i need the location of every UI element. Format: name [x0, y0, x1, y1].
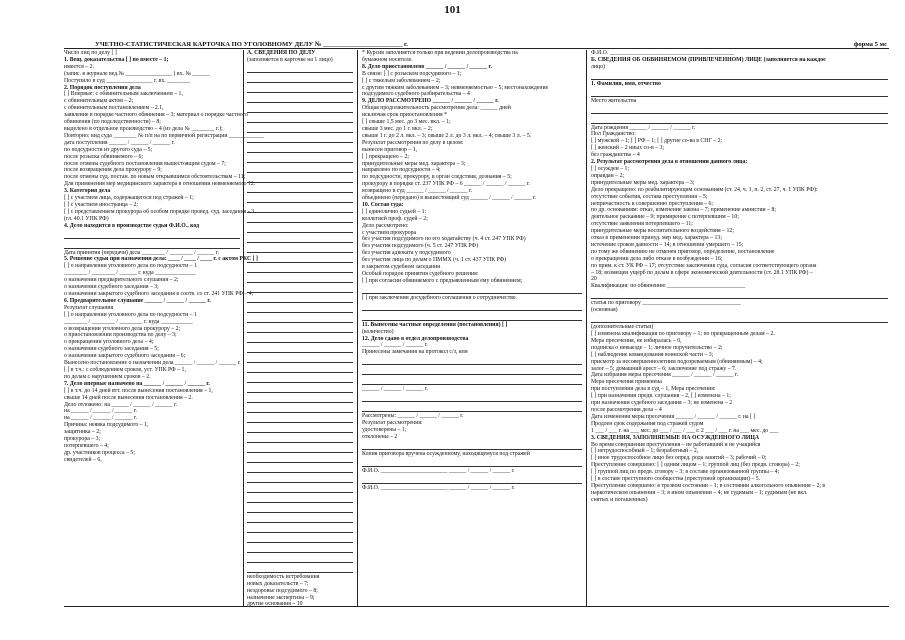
form-line [247, 544, 353, 553]
form-line: 3. Категория дела [64, 188, 111, 195]
form-line: Принесены замечания на протокол с/з, кем [362, 349, 468, 356]
form-line: вынесен приговор – 1, [362, 146, 418, 153]
form-line: присмотр за несовершеннолетним подозреваемым (обвиняемым) – 4; [591, 358, 763, 365]
form-line: исключая срок приостановления * [362, 112, 447, 119]
form-line: Рассмотрены: ______ / ______ / ______ г. [362, 413, 464, 420]
form-line: с другим тяжким заболеванием – 3; невменяемостью – 5; местонахождение [362, 84, 549, 91]
form-line [247, 304, 353, 313]
column-section-b [591, 50, 888, 606]
form-line: свидетелей – 6, [64, 456, 102, 463]
form-line: заявление в порядке частного обвинения – 3; материал о порядке частного [64, 112, 248, 119]
form-line: статья по приговору __________________________________ [591, 300, 741, 307]
form-line: назначение экспертизы – 9; [247, 594, 315, 601]
form-line: принудительные меры воспитательного воздействия – 12; [591, 228, 734, 235]
form-line [247, 204, 353, 213]
form-line: без участия лица по делам о ПММХ (ч. 1 ст. 437 УПК РФ) [362, 257, 507, 264]
form-line: [ ] с тяжелым заболеванием – 2; [362, 77, 441, 84]
form-line [247, 234, 353, 243]
form-line: (заполняется в карточке на 1 лицо) [247, 56, 333, 63]
form-line: 7. Дело впервые назначено на ______ / ______ / ______ г. [64, 380, 210, 387]
form-line: [ ] с представлением прокурора об особом порядке провед. суд. заседания - 3 [64, 208, 255, 215]
form-line: Ф.И.О. _______________________ ______ / ______ / ______ г. [362, 484, 515, 491]
form-line: объединено (передано) в вышестоящий суд ______ / ______ / ______ г. [362, 195, 537, 202]
form-line: по прим. к ст. УК РФ – 17; отсутствие заключения суда, согласия соответствующего органа [591, 262, 817, 269]
form-line: при поступлении дела в суд – 1, Мера пресечения: [591, 386, 716, 393]
form-line: 1. Фамилия, имя, отчество [591, 80, 661, 87]
column-divider [586, 50, 587, 606]
form-line [362, 441, 582, 450]
form-line [362, 475, 582, 484]
form-line: В связи: [ ] с розыском подсудимого – 1; [362, 70, 462, 77]
form-line: отсутствие события, состава преступления – 5; [591, 193, 708, 200]
form-line: оправдан – 2; [591, 172, 624, 179]
form-line: лицо) [591, 63, 605, 70]
form-line: [ ] при назначении предв. слушания – 2, [ ] изменена – 1; [591, 393, 731, 400]
column-case-info [64, 50, 264, 606]
form-line [247, 274, 353, 283]
form-line: 9. ДЕЛО РАССМОТРЕНО ______ / ______ / ______ г. [362, 98, 499, 105]
form-line: Дата изменения меры пресечения ______ / ______ / ______ г. на [ ] [591, 413, 756, 420]
form-line: 8. Дело приостановлено ______ / ______ / ______ г. [362, 63, 492, 70]
form-label: форма 5 мс [853, 41, 887, 48]
form-line: прокурору в порядке ст. 237 УПК РФ – 6 ______ / ______ / ______ г. [362, 181, 530, 188]
form-line [247, 484, 353, 493]
form-line: [ ] при согласии обвиняемого с предъявленным ему обвинением; [362, 277, 523, 284]
form-line [247, 524, 353, 533]
form-line: 2. Порядок поступления дела [64, 84, 141, 91]
form-line [362, 285, 582, 294]
form-line [247, 164, 353, 173]
form-line: [ ] группой лиц по предв. сговору – 3; в составе организованной группы – 4; [591, 469, 780, 476]
form-line [247, 174, 353, 183]
form-line: Результат слушания [64, 304, 114, 311]
form-line: после возвращения дела прокурору – 9; [64, 167, 162, 174]
form-line: в закрытом судебном заседании [362, 264, 441, 271]
form-line: с обвинительным актом – 2; [64, 98, 134, 105]
form-line: Копия приговора вручена осужденному, находящемуся под стражей [362, 450, 530, 457]
form-line: [ ] женский – 2 иных со-в – 3; [591, 145, 664, 152]
form-line: дата поступления ______ / ______ / ______ г. [64, 139, 175, 146]
form-line [247, 264, 353, 273]
form-line [591, 88, 888, 97]
form-line: о назначении судебного заседания – 3; [64, 284, 159, 291]
form-line: (основная) [591, 307, 618, 314]
form-line: подсудимого судебного разбирательства – 4 [362, 91, 470, 98]
form-line [362, 312, 582, 321]
form-line: о прекращении дела либо отказе в возбуждении – 16; [591, 255, 723, 262]
form-line: [ ] с участием иностранца – 2; [64, 201, 139, 208]
form-line: отсутствие заявления потерпевшего – 11; [591, 221, 693, 228]
form-line: о назначении закрытого судебного заседания – 6; [64, 353, 186, 360]
form-line: по тому же обвинению не отменен приговор, определение, постановление [591, 248, 775, 255]
form-line: [ ] иное трудоспособное лицо без опред. рода занятий – 3; рабочий – 0; [591, 455, 767, 462]
form-line: новых доказательств – 7; [247, 580, 309, 587]
form-line: Дело рассмотрено: [362, 222, 409, 229]
form-line: о назначении закрытого судебного заседания в соотв. со ст. 241 УПК РФ – 4; [64, 291, 254, 297]
form-line [362, 376, 582, 385]
form-line: деятельное раскаяние – 9; примирение с потерпевшим – 10; [591, 214, 739, 221]
form-line: прокурора – 3; [64, 436, 101, 443]
form-line: другие основания – 10 [247, 601, 303, 608]
form-line: снятых и погашенных) [591, 496, 648, 503]
form-line: 10. Состав суда: [362, 201, 404, 208]
form-line: 1. Вещ. доказательства [ ] по вместе – 1; [64, 56, 169, 63]
form-line: * Курсив заполняется только при ведении делопроизводства на [362, 50, 518, 56]
form-line: на ______ / ______ / ______ г. [64, 415, 137, 422]
form-line: по др. основаниям: отказ, изменение закона – 7; применение амнистии – 8; [591, 207, 776, 214]
form-line [247, 374, 353, 383]
form-line: с обвинительным постановлением – 2.1, [64, 105, 164, 112]
form-line: [ ] с участием лица, содержащегося под стражей – 1; [64, 195, 194, 202]
form-line: непричастность к совершению преступления – 6; [591, 200, 714, 207]
form-line: на ______ / ______ / ______ г. [64, 408, 137, 415]
form-line: Дело прекращено: по реабилитирующим основаниям (ст. 24, ч. 1, п. 2, ст. 27, ч. 1 УПК РФ): [591, 186, 818, 193]
form-line: принудительные меры мед. характера – 3; [591, 179, 695, 186]
form-line [247, 564, 353, 573]
form-line [247, 514, 353, 523]
form-line: 4. Дело находится в производстве судьи Ф.И.О., код [64, 222, 200, 229]
form-line: о назначении судебного заседания – 5; [64, 346, 159, 353]
form-line [247, 84, 353, 93]
form-line: отклонены – 2 [362, 433, 398, 440]
form-line: Общая продолжительность рассмотрения дела: ______ дней [362, 105, 511, 112]
form-line: свыше 3 мес. до 1 г. вкл. – 2; [362, 125, 433, 132]
form-line: обвинения (по подследственности) – 8; [64, 119, 161, 126]
form-line [247, 384, 353, 393]
form-line: свыше 1 г. до 2 л. вкл. – 3; свыше 2 л. до 3 л. вкл. – 4; свыше 3 л. – 5. [362, 132, 532, 139]
form-line [247, 214, 353, 223]
form-line [247, 124, 353, 133]
form-line: после рассмотрения дела – 4 [591, 406, 662, 413]
form-line: без гражданства – 4 [591, 152, 640, 159]
form-line: (дополнительные статьи) [591, 324, 654, 331]
form-line: др. участников процесса – 5; [64, 449, 135, 456]
form-line: Мера пресечения применена [591, 379, 662, 386]
form-line: необходимость истребования [247, 573, 320, 580]
form-line [247, 74, 353, 83]
form-line: [ ] о направлении уголовного дела по подсудности – 1 [64, 263, 197, 270]
form-line: принудительные меры мед. характера – 3; [362, 160, 466, 167]
form-line [247, 334, 353, 343]
column-divider [243, 50, 244, 606]
form-line: без участия подсудимого (ч. 5 ст. 247 УПК РФ) [362, 243, 479, 250]
form-line [247, 534, 353, 543]
form-line: [ ] единолично судьей – 1; [362, 208, 427, 215]
form-line [247, 154, 353, 163]
form-line [247, 284, 353, 293]
form-line: по подсудности из другого суда – 5; [64, 146, 153, 153]
form-line: о возвращении уголовного дела прокурору – 2; [64, 325, 181, 332]
form-line: возвращено в суд ______ / ______ / ______ г. [362, 188, 473, 195]
form-line [591, 314, 888, 323]
form-line [591, 71, 888, 80]
form-line: [ ] о направлении уголовного дела по подсудности – 1 [64, 311, 197, 318]
form-line [247, 404, 353, 413]
form-line: подписка о невыезде – 1; личное поручительство – 2; [591, 344, 723, 351]
form-line: Результат рассмотрения: [362, 420, 423, 427]
form-line: Поступило в суд ________________ г. вх. ________ [64, 77, 191, 84]
form-line: 12. Дело сдано в отдел делопроизводства [362, 335, 469, 342]
form-line [591, 105, 888, 114]
form-line [247, 94, 353, 103]
form-line: наркотическом опьянении – 3; в ином опьянении – 4; не судимым – 1; судимым (не вкл. [591, 489, 808, 496]
form-line: после отмены суд. постан. по новым открывшимся обстоятельствам – 11; [64, 174, 246, 181]
form-line [362, 356, 582, 365]
form-line [247, 394, 353, 403]
form-line [247, 494, 353, 503]
form-line: выделено в отдельное производство – 4 (из дела № ________ г.); [64, 125, 223, 132]
form-line: 3. СВЕДЕНИЯ, ЗАПОЛНЯЕМЫЕ НА ОСУЖДЕННОГО ЛИЦА [591, 434, 760, 441]
form-line: отказ в применении принуд. мер мед. характера – 13; [591, 235, 722, 242]
form-line: 2. Результат рассмотрения дела в отношении данного лица: [591, 159, 748, 166]
form-line: Для применения мер медицинского характера в отношении невменяемого 12. [64, 181, 256, 188]
column-section-a [247, 50, 353, 606]
form-line: Пол Гражданство: [591, 131, 636, 138]
form-line: А. СВЕДЕНИЯ ПО ДЕЛУ [247, 50, 316, 56]
form-line [247, 504, 353, 513]
form-line [247, 194, 353, 203]
form-line: (количество) [362, 328, 394, 335]
form-line: ______ / ______ / ______ г. [362, 386, 428, 393]
form-line: [ ] свыше 1,5 мес. до 3 мес. вкл. – 1; [362, 119, 451, 126]
form-line: по делам с нарушением сроков – 2. [64, 373, 151, 380]
form-line [247, 64, 353, 73]
header-rule [64, 48, 889, 49]
form-line [247, 254, 353, 263]
form-line: о прекращении уголовного дела – 4; [64, 339, 154, 346]
form-line [362, 302, 582, 311]
form-line [247, 354, 353, 363]
form-line: ________ / ________ / ________ г. куда ___________ [64, 318, 193, 325]
form-line: бумажном носителе. [362, 56, 413, 63]
form-line [247, 434, 353, 443]
form-line [247, 134, 353, 143]
page-number: 101 [444, 4, 461, 16]
form-line: с участием прокурора [362, 229, 417, 236]
form-line [247, 114, 353, 123]
form-line [247, 424, 353, 433]
form-line: Преступление совершено: в трезвом состоянии – 1; в состоянии алкогольного опьянения – 2; в [591, 482, 826, 489]
form-line: нездоровье подсудимого – 8; [247, 587, 318, 594]
form-line [247, 344, 353, 353]
form-line: [ ] при заключении досудебного соглашения о сотрудничестве. [362, 294, 518, 301]
form-line: направлено по подсудности – 4; [362, 167, 441, 174]
form-line: Повторно: вид суда ________ № п/п на по первичной регистрации ____________ [64, 132, 264, 139]
form-line: Вынесено постановление о назначении дела ______ / ______ / ______ г. [64, 360, 241, 367]
form-line [362, 458, 582, 467]
form-line: Квалификация: по обвинению ___________________________ [591, 283, 746, 290]
form-line: [ ] прекращено – 2; [362, 153, 409, 160]
form-line [247, 324, 353, 333]
column-divider [357, 50, 358, 606]
form-line: истечение сроков давности – 14; в отношении умершего – 15; [591, 241, 744, 248]
form-line [247, 184, 353, 193]
form-line: удостоверены – 1; [362, 426, 407, 433]
form-line: без участия адвоката у подсудимого [362, 250, 451, 257]
form-line [362, 366, 582, 375]
form-line [64, 230, 240, 239]
form-line: Место жительства [591, 97, 637, 104]
form-line: после розыска обвиняемого – 6; [64, 153, 143, 160]
form-line: 6. Предварительное слушание ______ / ______ / ______ г. [64, 297, 211, 304]
form-line: (гл. 40.1 УПК РФ) [64, 215, 109, 222]
form-line [247, 444, 353, 453]
form-line [64, 240, 240, 249]
card-title: УЧЕТНО-СТАТИСТИЧЕСКАЯ КАРТОЧКА ПО УГОЛОВНОМУ ДЕЛУ № ________________________ г. [95, 41, 408, 48]
form-line: залог – 5; домашний арест – 6; заключение под стражу – 7. [591, 365, 737, 372]
form-line: Б. СВЕДЕНИЯ ОБ ОБВИНЯЕМОМ (ПРИВЛЕЧЕННОМ) ЛИЦЕ (заполняется на каждое [591, 56, 826, 63]
form-line: 11. Вынесены частные определения (постановления) [ ] [362, 321, 508, 328]
form-line: Дело отложено: на ______ / ______ / ______ г. [64, 401, 178, 408]
form-line [247, 474, 353, 483]
form-line: – 18; возмещен ущерб по делам в сфере экономической деятельности (ст. 28.1 УПК РФ) – [591, 269, 813, 276]
form-line: Особый порядок принятия судебного решения: [362, 271, 479, 277]
form-line: Мера пресечения, не избиралась – 0, [591, 337, 682, 344]
form-line: [ ] в составе преступного сообщества (преступной организации) – 5. [591, 476, 761, 483]
form-line: [ ] изменена квалификация по приговору – 1; по прекращенным делам – 2. [591, 331, 775, 337]
form-line: потерпевшего – 4; [64, 442, 109, 449]
form-line [247, 314, 353, 323]
form-line: о приостановлении производства по делу – 3; [64, 332, 177, 339]
form-line: [ ] нетрудоспособный – 1; безработный – 2, [591, 448, 699, 455]
form-line: [ ] наблюдение командования воинской части – 3; [591, 351, 714, 358]
form-line: [ ] мужской – 1; [ ] РФ – 1; [ ] другие со-ва в СНГ – 2; [591, 138, 723, 145]
form-line: защитника – 2; [64, 429, 101, 436]
form-line: 1 ___ / ___ г. на ___ мес. до ___ / ___ / ___ г. 2 ___ / ___ г. на ___ мес. до ___ [591, 427, 779, 434]
form-line: свыше 14 дней после вынесения постановления – 2. [64, 394, 193, 401]
form-line: [ ] в т.ч.: с соблюдением сроков, уст. УПК РФ – 1, [64, 366, 186, 373]
form-line: без участия подсудимого по его ходатайству (ч. 4 ст. 247 УПК РФ) [362, 236, 526, 243]
form-line: 5. Решение судьи при назначении дела: ____ / ____ / ____ г. с актом РКС [ ] [64, 256, 258, 263]
form-line: (запис. в журнале вед.№ ________________ ) вх. № ______ [64, 70, 210, 77]
form-line: Преступление совершено: [ ] одним лицом – 1; группой лиц (без предв. сговора) – 2; [591, 462, 800, 469]
form-line [247, 554, 353, 563]
column-proceedings [362, 50, 582, 606]
form-line: Дата рождения ______ / ______ / ______ г. [591, 124, 696, 131]
form-line: [ ] в т.ч. до 14 дней втт. после вынесения постановления – 1, [64, 387, 213, 394]
form-line: [ ] осужден – 1; [591, 165, 630, 172]
form-line: 20 [591, 276, 597, 283]
form-line [591, 290, 888, 299]
form-line [247, 104, 353, 113]
form-line: Дата избрания меры пресечения ______ / ______ / ______ г. [591, 372, 739, 379]
form-line: Дата принятия (передачи) дела ________ / ________ / ______ г. [64, 249, 220, 256]
form-line: коллегией проф. судей – 2; [362, 215, 428, 222]
form-line [247, 294, 353, 303]
form-line [247, 464, 353, 473]
form-line: после отмены судебного постановления вышестоящим судом – 7; [64, 160, 226, 167]
form-line: Ф.И.О. _______________________ ______ / ______ / ______ г. [362, 467, 515, 474]
form-line [362, 393, 582, 402]
form-line: при назначении судебного заседания – 3; не изменена – 2 [591, 400, 733, 407]
form-line: по подсудности, прокурору, в орган следствия, дознания – 5; [362, 174, 512, 181]
form-line [247, 144, 353, 153]
form-line: Причина: неявка подсудимого – 1, [64, 422, 149, 429]
form-line [591, 115, 888, 124]
form-line: о назначении предварительного слушания – 2; [64, 277, 179, 284]
form-line [247, 244, 353, 253]
form-line: ________ / ________ / ______ г. куда ______________ [64, 270, 196, 277]
form-line: Во время совершения преступления – не работавший и не учащийся [591, 441, 761, 448]
form-line: Результат рассмотрения по делу в целом: [362, 139, 464, 146]
form-line [247, 364, 353, 373]
footer-rule [64, 606, 889, 607]
form-line [247, 414, 353, 423]
form-line: Ф.И.О. ___________________________________________ [591, 50, 735, 56]
form-line: ______ / ______ / ______ г. [362, 342, 428, 349]
form-line [247, 454, 353, 463]
form-line: [ ] Впервые: с обвинительным заключением – 1, [64, 91, 183, 98]
form-line: имеется – 2. [64, 63, 94, 70]
form-line [362, 403, 582, 412]
form-line: Число лиц по делу [ ] [64, 50, 117, 56]
form-line [247, 224, 353, 233]
form-line: Продлен срок содержания под стражей судом [591, 420, 704, 427]
